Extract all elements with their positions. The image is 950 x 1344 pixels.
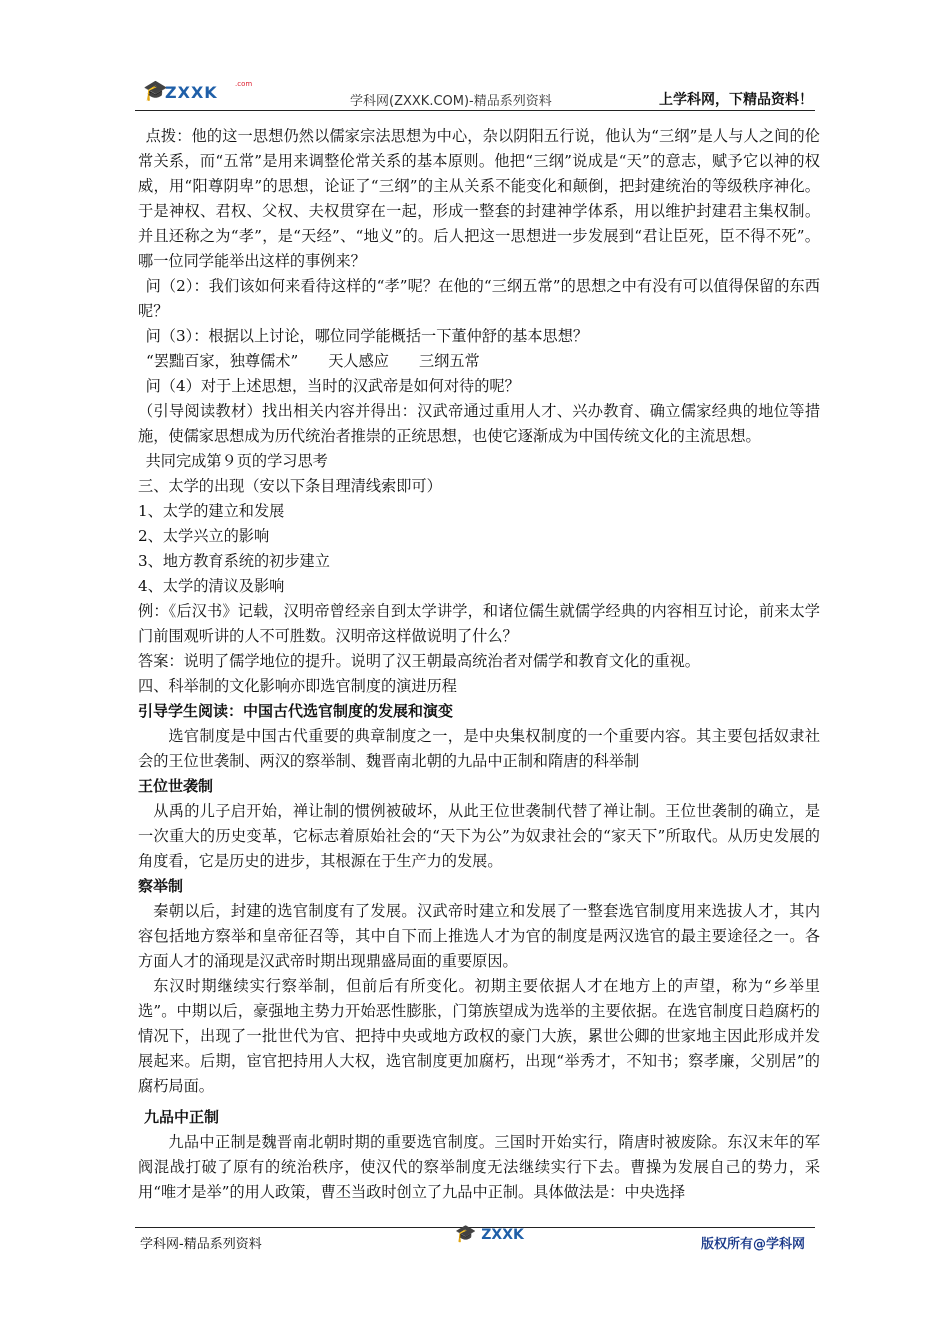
heading-chaju: 察举制 [138, 877, 184, 895]
page-footer [135, 1224, 815, 1252]
ideas-row [138, 349, 820, 374]
question-2: 问（2）：我们该如何来看待这样的“孝”呢？在他的“三纲五常”的思想之中有没有可以值得保留的东西呢？ [138, 277, 820, 320]
wangwei-paragraph: 从禹的儿子启开始，禅让制的惯例被破坏，从此王位世袭制代替了禅让制。王位世袭制的确立，是一次重大的历史变革，它标志着原始社会的“天下为公”为奴隶社会的“家天下”所取代。从历史发展的角度看，它是历史的进步，其根源在于生产力的发展。 [138, 802, 820, 870]
header-title: 学科网(ZXXK.COM)-精品系列资料 [350, 94, 552, 109]
section-3-title: 三、太学的出现（安以下条目理清线索即可） [138, 477, 442, 495]
list-item: 2、太学兴立的影响 [138, 527, 270, 545]
page-header [135, 76, 815, 111]
site-logo[interactable] [143, 76, 263, 104]
reading-title: 引导学生阅读：中国古代选官制度的发展和演变 [138, 702, 454, 720]
section-4-title: 四、科举制的文化影响亦即选官制度的演进历程 [138, 677, 457, 695]
graduation-cap-icon: 🎓 [455, 1224, 477, 1244]
footer-left-text: 学科网-精品系列资料 [140, 1237, 262, 1252]
example-question: 例：《后汉书》记载，汉明帝曾经亲自到太学讲学，和诸位儒生就儒学经典的内容相互讨论，前来太学门前围观听讲的人不可胜数。汉明帝这样做说明了什么？ [138, 602, 820, 645]
heading-wangwei: 王位世袭制 [138, 777, 214, 795]
paragraph-hint: 点拨：他的这一思想仍然以儒家宗法思想为中心，杂以阴阳五行说，他认为“三纲”是人与人之间的伦常关系，而“五常”是用来调整伦常关系的基本原则。他把“三纲”说成是“天”的意志，赋予它以神的权威，用“阳尊阴卑”的思想，论证了“三纲”的主从关系不能变化和颠倒，把封建统治的等级秩序神化。于是神权、君权、父权、夫权贯穿在一起，形成一整套的封建神学体系，用以维护封建君主集权制。并且还称之为“孝”，是“天经”、“地义”的。后人把这一思想进一步发展到“君让臣死，臣不得不死”。哪一位同学能举出这样的事例来？ [138, 127, 820, 270]
list-item: 1、太学的建立和发展 [138, 502, 285, 520]
learning-task: 共同完成第９页的学习思考 [145, 452, 328, 470]
document-body [138, 124, 820, 1205]
footer-logo-text: ZXXK [481, 1227, 524, 1243]
footer-logo[interactable] [455, 1224, 524, 1244]
idea-item: “罢黜百家，独尊儒术” [146, 352, 299, 370]
header-slogan: 上学科网，下精品资料！ [659, 92, 813, 108]
question-4: 问（4）对于上述思想，当时的汉武帝是如何对待的呢？ [145, 377, 520, 395]
intro-paragraph: 选官制度是中国古代重要的典章制度之一，是中央集权制度的一个重要内容。其主要包括奴隶社会的王位世袭制、两汉的察举制、魏晋南北朝的九品中正制和隋唐的科举制 [138, 727, 820, 770]
idea-item: 天人感应 [328, 352, 389, 370]
heading-jiupin: 九品中正制 [144, 1108, 220, 1126]
example-answer: 答案：说明了儒学地位的提升。说明了汉王朝最高统治者对儒学和教育文化的重视。 [138, 652, 700, 670]
logo-suffix: .com [235, 80, 253, 88]
list-item: 3、地方教育系统的初步建立 [138, 552, 330, 570]
question-3: 问（3）：根据以上讨论，哪位同学能概括一下董仲舒的基本思想？ [145, 327, 589, 345]
chaju-paragraph-1: 秦朝以后，封建的选官制度有了发展。汉武帝时建立和发展了一整套选官制度用来选拔人才，其内容包括地方察举和皇帝征召等，其中自下而上推选人才为官的制度是两汉选官的最主要途径之一。各方面人才的涌现是汉武帝时期出现鼎盛局面的重要原因。 [138, 902, 820, 970]
list-item: 4、太学的清议及影响 [138, 577, 285, 595]
guided-reading: （引导阅读教材）找出相关内容并得出：汉武帝通过重用人才、兴办教育、确立儒家经典的地位等措施，使儒家思想成为历代统治者推崇的正统思想，也使它逐渐成为中国传统文化的主流思想。 [138, 402, 820, 445]
idea-item: 三纲五常 [418, 352, 480, 370]
graduation-cap-icon: 🎓 [143, 78, 168, 102]
copyright-text: 版权所有@学科网 [700, 1237, 805, 1252]
jiupin-paragraph: 九品中正制是魏晋南北朝时期的重要选官制度。三国时开始实行，隋唐时被废除。东汉末年的军阀混战打破了原有的统治秩序，使汉代的察举制度无法继续实行下去。曹操为发展自己的势力，采用“唯才是举”的用人政策，曹丕当政时创立了九品中正制。具体做法是：中央选择 [138, 1133, 820, 1201]
logo-text: ZXXK [165, 83, 218, 102]
chaju-paragraph-2: 东汉时期继续实行察举制，但前后有所变化。初期主要依据人才在地方上的声望，称为“乡举里选”。中期以后，豪强地主势力开始恶性膨胀，门第族望成为选举的主要依据。在选官制度日趋腐朽的情况下，出现了一批世代为官、把持中央或地方政权的豪门大族，累世公卿的世家地主因此形成并发展起来。后期，宦官把持用人大权，选官制度更加腐朽，出现“举秀才，不知书；察孝廉，父别居”的腐朽局面。 [138, 977, 820, 1095]
